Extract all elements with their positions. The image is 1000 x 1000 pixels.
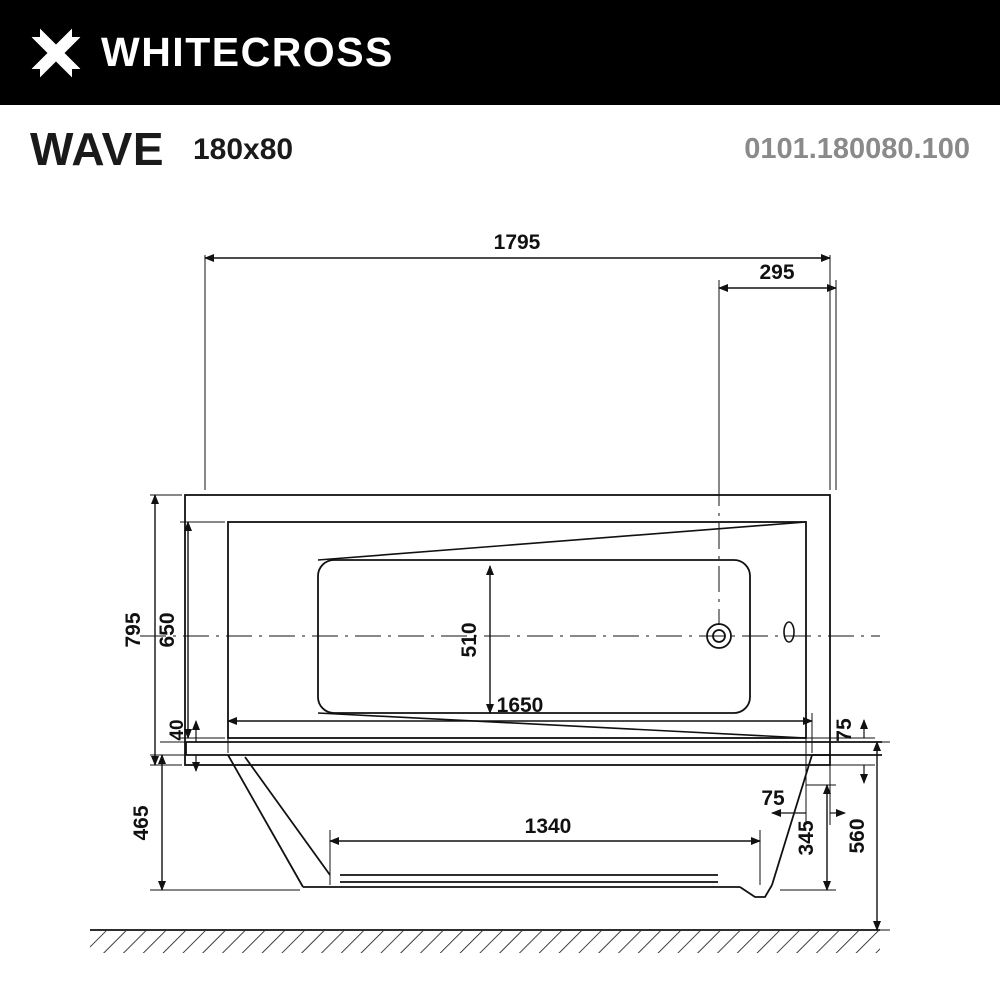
floor-hatching: [90, 930, 880, 953]
header-bar: [0, 0, 1000, 105]
technical-drawing: [0, 185, 1000, 1000]
top-view-outline: [140, 480, 880, 765]
page-title: WAVE: [30, 123, 165, 175]
model-size-label: 180x80: [193, 133, 294, 166]
title-row: [0, 105, 1000, 185]
dim-inner-width-650: [156, 522, 225, 741]
model-code-label: 0101.180080.100: [744, 133, 970, 165]
dim-inner-depth-465: [130, 755, 300, 890]
dim-label-795: 795: [122, 612, 145, 648]
dim-label-560: 560: [846, 818, 869, 854]
x-cross-logo-icon: [33, 30, 79, 76]
dim-label-1340: 1340: [524, 815, 572, 838]
side-view: [186, 740, 882, 741]
dim-overall-length-1795: [205, 231, 830, 490]
dim-label-75-bottom: 75: [761, 787, 785, 810]
dim-label-465: 465: [130, 805, 153, 841]
dim-tub-depth-345: [780, 785, 836, 890]
dim-label-1650: 1650: [496, 694, 544, 717]
dim-label-510: 510: [458, 622, 481, 658]
dim-label-650: 650: [156, 612, 179, 648]
dim-basin-width-510: [458, 566, 490, 713]
dim-rim-thickness-40: [160, 719, 222, 771]
dim-label-40: 40: [167, 719, 188, 741]
brand-name: WHITECROSS: [101, 29, 394, 75]
dim-drain-offset-295: [719, 261, 836, 490]
dim-label-1795: 1795: [493, 231, 541, 254]
dim-edge-right-75: [806, 718, 875, 783]
dim-label-75-right: 75: [833, 718, 856, 742]
dim-label-295: 295: [759, 261, 795, 284]
dim-label-345: 345: [795, 820, 818, 856]
dim-overall-height-560: [840, 742, 890, 930]
